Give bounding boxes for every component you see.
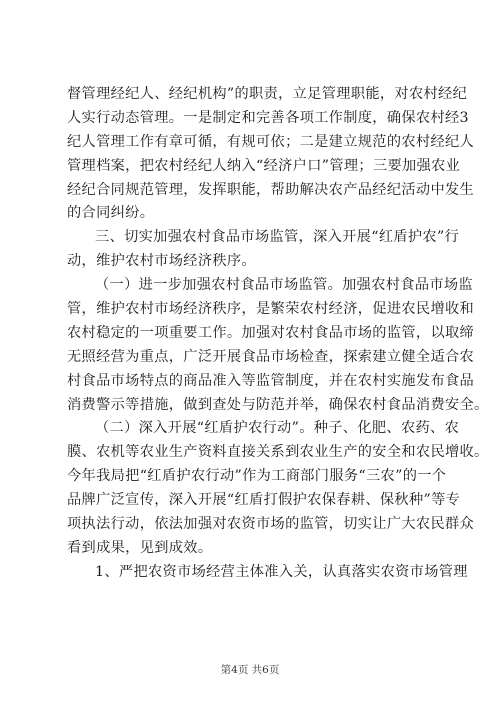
text-line: 项执法行动，依法加强对农资市场的监管，切实让广大农民群众 [67,516,475,533]
text-line: 1、严把农资市场经营主体准入关，认真落实农资市场管理 [95,563,468,580]
text-line: 农村稳定的一项重要工作。加强对农村食品市场的监管，以取缔 [67,324,475,341]
text-line: 经纪合同规范管理，发挥职能，帮助解决农产品经纪活动中发生 [67,181,475,198]
page-footer: 第4页 共6页 [220,664,280,676]
text-line: 今年我局把“红盾护农行动”作为工商部门服务“三农”的一个 [67,468,447,485]
text-line: 动，维护农村市场经济秩序。 [67,253,256,270]
text-line: 三、切实加强农村食品市场监管，深入开展“红盾护农”行 [95,229,460,246]
text-line: 督管理经纪人、经纪机构”的职责，立足管理职能，对农村经纪 [67,86,468,102]
document-body [67,83,489,585]
text-line: （二）深入开展“红盾护农行动”。种子、化肥、农药、农 [95,420,460,437]
text-line: 膜、农机等农业生产资料直接关系到农业生产的安全和农民增收。 [67,444,489,461]
text-line: 人实行动态管理。一是制定和完善各项工作制度，确保农村经3 [67,109,469,126]
text-line: 无照经营为重点，广泛开展食品市场检查，探索建立健全适合农 [67,348,475,365]
text-line: 管理档案，把农村经纪人纳入“经济户口”管理；三要加强农业 [67,157,461,174]
text-line: 村食品市场特点的商品准入等监管制度，并在农村实施发布食品 [67,372,475,389]
text-line: （一）进一步加强农村食品市场监管。加强农村食品市场监 [95,277,473,294]
text-line: 品牌广泛宣传，深入开展“红盾打假护农保春耕、保秋种”等专 [67,492,461,509]
text-line: 的合同纠纷。 [67,205,155,222]
text-line: 管，维护农村市场经济秩序，是繁荣农村经济，促进农民增收和 [67,301,475,318]
text-line: 消费警示等措施，做到查处与防范并举，确保农村食品消费安全。 [67,396,489,413]
text-line: 纪人管理工作有章可循，有规可依；二是建立规范的农村经纪人 [67,133,475,150]
text-line: 看到成果，见到成效。 [67,539,213,556]
